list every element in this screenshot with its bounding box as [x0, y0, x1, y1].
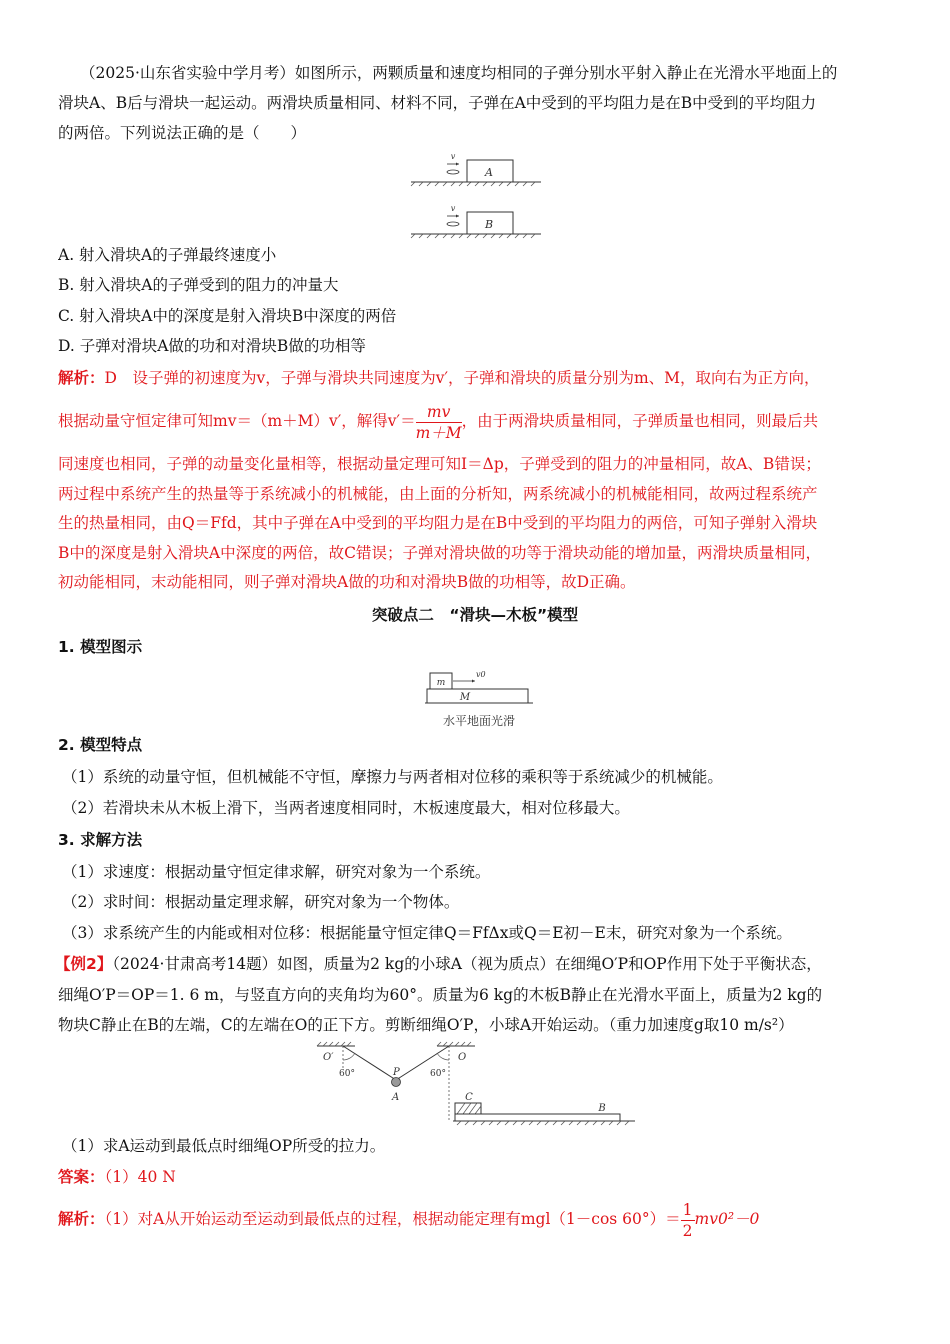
- bullet-b: [447, 222, 459, 226]
- solution1-line5: 生的热量相同，由Q＝Ffd，其中子弹在A中受到的平均阻力是在B中受到的平均阻力的两倍，可知子弹射入滑块: [58, 514, 818, 532]
- answer-text: （1）40 N: [104, 1168, 176, 1186]
- fraction-numerator: mv: [416, 402, 462, 423]
- option-a: A. 射入滑块A的子弹最终速度小: [58, 246, 277, 264]
- solution1-line2: [58, 398, 892, 444]
- example2-tag: 【例2】: [55, 955, 113, 973]
- example2-line3: 物块C静止在B的左端，C的左端在O的正下方。剪断细绳O′P，小球A开始运动。（重力加速度g取10 m/s²）: [58, 1016, 794, 1034]
- solution2-text: （1）对A从开始运动至运动到最低点的过程，根据动能定理有mgl（1－cos 60°）＝: [104, 1210, 681, 1228]
- velocity-label-b: v: [450, 204, 456, 213]
- slider-board-figure: [425, 665, 535, 733]
- feature-2: （2）若滑块未从木板上滑下，当两者速度相同时，木板速度最大，相对位移最大。: [62, 799, 630, 817]
- velocity-fraction: [416, 402, 462, 443]
- solution1-text2a: 根据动量守恒定律可知mv＝（m＋M）v′，解得v′＝: [58, 412, 416, 430]
- answer-label: 答案：: [58, 1167, 105, 1186]
- solution1-line7: 初动能相同，末动能相同，则子弹对滑块A做的功和对滑块B做的功相等，故D正确。: [58, 573, 636, 591]
- half-fraction: [681, 1200, 695, 1241]
- solution1-line1: [58, 367, 892, 389]
- velocity-label-a: v: [450, 152, 456, 161]
- solution1-line6: B中的深度是射入滑块A中深度的两倍，故C错误；子弹对滑块做的功等于滑块动能的增加量，两滑块质量相同，: [58, 544, 821, 562]
- half-numerator: 1: [682, 1200, 693, 1219]
- pendulum-board-figure: [315, 1040, 640, 1130]
- solution1-text2b: ，由于两滑块质量相同，子弹质量也相同，则最后共: [461, 412, 819, 430]
- board-M: [427, 689, 528, 703]
- block-a-group: [411, 152, 541, 186]
- example2-line2: 细绳O′P＝OP＝1. 6 m，与竖直方向的夹角均为60°。质量为6 kg的木板B静止在光滑水平面上，质量为2 kg的: [58, 986, 823, 1004]
- feature-1: （1）系统的动量守恒，但机械能不守恒，摩擦力与两者相对位移的乘积等于系统减少的机械能。: [62, 768, 723, 786]
- option-c: C. 射入滑块A中的深度是射入滑块B中深度的两倍: [58, 307, 397, 325]
- option-d: D. 子弹对滑块A做的功和对滑块B做的功相等: [58, 337, 366, 355]
- point-o-prime-label: O′: [323, 1052, 334, 1063]
- example2-line1: [55, 953, 889, 975]
- solution1-label: 解析：: [58, 368, 105, 387]
- block-c: [455, 1103, 481, 1114]
- method-3: （3）求系统产生的内能或相对位移：根据能量守恒定律Q＝FfΔx或Q＝E初－E末，研究对象为一个系统。: [62, 924, 792, 942]
- angle-label-right: 60°: [430, 1069, 446, 1079]
- solution1-text1: D 设子弹的初速度为v，子弹与滑块共同速度为v′，子弹和滑块的质量分别为m、M，取向右为正方向，: [104, 369, 820, 387]
- board-b: [455, 1114, 620, 1121]
- slider-m-label: m: [436, 678, 446, 688]
- problem1-line1: （2025·山东省实验中学月考）如图所示，两颗质量和速度均相同的子弹分别水平射入静止在光滑水平地面上的: [80, 64, 838, 82]
- half-denominator: 2: [682, 1221, 693, 1240]
- method-1: （1）求速度：根据动量守恒定律求解，研究对象为一个系统。: [62, 863, 491, 881]
- problem1-line3: 的两倍。下列说法正确的是（ ）: [58, 124, 307, 142]
- solution1-line3: 同速度也相同，子弹的动量变化量相等，根据动量定理可知I＝Δp，子弹受到的阻力的冲量相同，故A、B错误；: [58, 455, 821, 473]
- method-2: （2）求时间：根据动量定理求解，研究对象为一个物体。: [62, 893, 460, 911]
- option-b: B. 射入滑块A的子弹受到的阻力的冲量大: [58, 276, 339, 294]
- angle-label-left: 60°: [339, 1069, 355, 1079]
- velocity-v0-label: v0: [476, 670, 486, 679]
- point-p-label: P: [393, 1067, 400, 1078]
- problem1-line2: 滑块A、B后与滑块一起运动。两滑块质量相同、材料不同，子弹在A中受到的平均阻力是在B中受到的平均阻力: [58, 94, 817, 112]
- answer-line: [58, 1166, 892, 1188]
- figure-caption: 水平地面光滑: [442, 714, 516, 728]
- board-b-label: B: [598, 1103, 606, 1114]
- block-c-label: C: [465, 1092, 473, 1103]
- heading-model-figure: 1. 模型图示: [58, 638, 143, 656]
- heading-solution-methods: 3. 求解方法: [58, 831, 143, 849]
- solution2-label: 解析：: [58, 1209, 105, 1228]
- block-b-label: B: [484, 218, 494, 231]
- bullet-block-figure: [405, 150, 545, 242]
- solution2-tail: mv0²－0: [694, 1210, 760, 1228]
- solution2-line: [58, 1196, 892, 1242]
- section-title: 突破点二 “滑块—木板”模型: [371, 606, 579, 624]
- ball-a: [392, 1078, 401, 1087]
- solution1-line4: 两过程中系统产生的热量等于系统减小的机械能，由上面的分析知，两系统减小的机械能相同，故两过程系统产: [58, 485, 818, 503]
- ball-a-label: A: [392, 1092, 400, 1103]
- heading-model-features: 2. 模型特点: [58, 736, 143, 754]
- block-a-label: A: [485, 166, 493, 179]
- example2-question1: （1）求A运动到最低点时细绳OP所受的拉力。: [62, 1137, 386, 1155]
- block-b-group: [411, 204, 541, 238]
- point-o-label: O: [458, 1052, 467, 1063]
- fraction-denominator: m＋M: [415, 423, 462, 442]
- bullet-a: [447, 170, 459, 174]
- example2-text1: （2024·甘肃高考14题）如图，质量为2 kg的小球A（视为质点）在细绳O′P和OP作用下处于平衡状态，: [112, 955, 822, 973]
- board-M-label: M: [459, 692, 471, 703]
